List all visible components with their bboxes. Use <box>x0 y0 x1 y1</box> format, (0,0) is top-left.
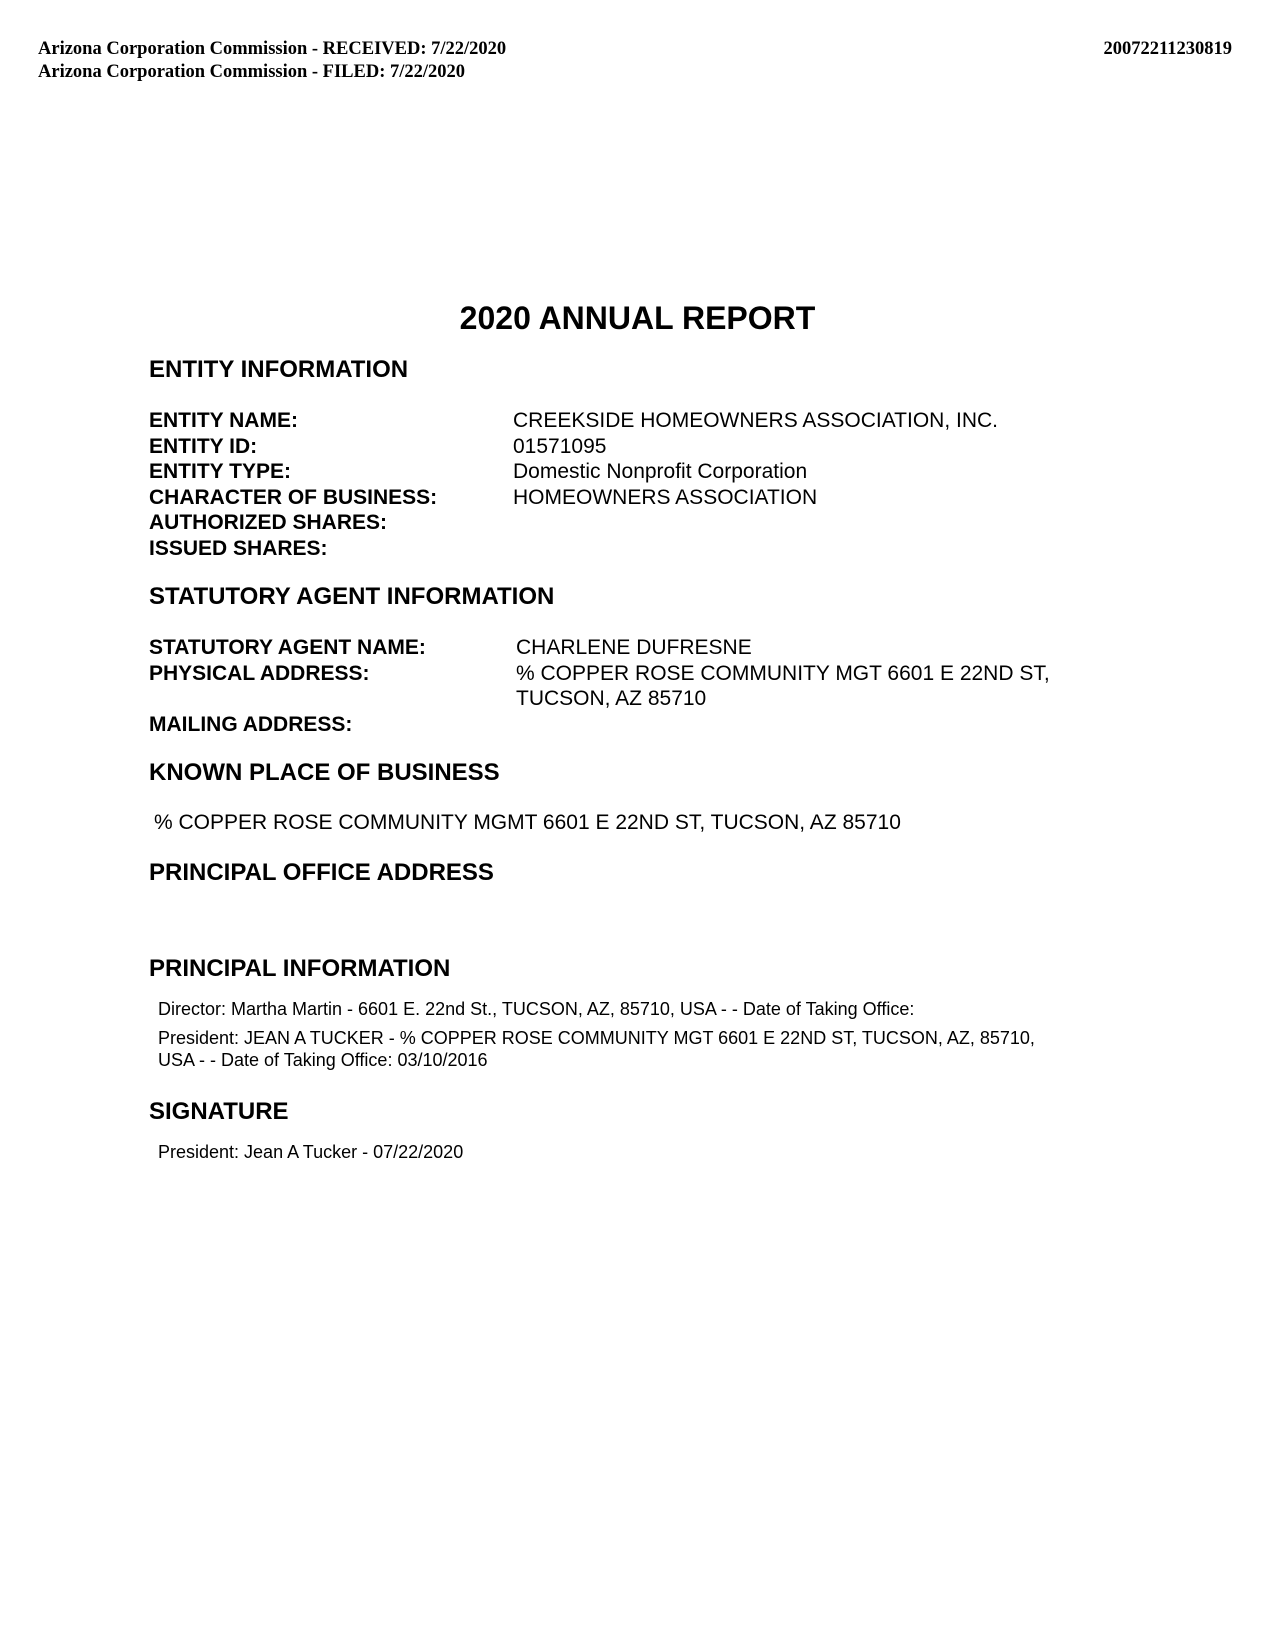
principal-information-heading: PRINCIPAL INFORMATION <box>149 955 451 982</box>
known-place-of-business-heading: KNOWN PLACE OF BUSINESS <box>149 759 500 786</box>
entity-id-value: 01571095 <box>513 434 607 458</box>
filed-stamp: Arizona Corporation Commission - FILED: 7/22/2020 <box>38 62 466 82</box>
statutory-agent-name-label: STATUTORY AGENT NAME: <box>149 636 426 659</box>
entity-id-label: ENTITY ID: <box>149 434 258 458</box>
report-title: 2020 ANNUAL REPORT <box>459 300 816 336</box>
principal-office-address-heading: PRINCIPAL OFFICE ADDRESS <box>149 859 494 886</box>
statutory-agent-heading: STATUTORY AGENT INFORMATION <box>149 583 555 610</box>
character-of-business-value: HOMEOWNERS ASSOCIATION <box>513 485 818 509</box>
statutory-agent-name-value: CHARLENE DUFRESNE <box>516 636 752 659</box>
president-entry-line2: USA - - Date of Taking Office: 03/10/2016 <box>158 1050 488 1070</box>
physical-address-label: PHYSICAL ADDRESS: <box>149 661 370 685</box>
received-stamp: Arizona Corporation Commission - RECEIVED: 7/22/2020 <box>38 39 507 59</box>
signature-heading: SIGNATURE <box>149 1098 289 1125</box>
physical-address-line1: % COPPER ROSE COMMUNITY MGT 6601 E 22ND ST, <box>516 661 1050 685</box>
character-of-business-label: CHARACTER OF BUSINESS: <box>149 485 438 509</box>
physical-address-line2: TUCSON, AZ 85710 <box>516 687 707 710</box>
director-entry: Director: Martha Martin - 6601 E. 22nd St., TUCSON, AZ, 85710, USA - - Date of Taking Office: <box>158 999 915 1019</box>
entity-information-heading: ENTITY INFORMATION <box>149 356 409 383</box>
document-number: 20072211230819 <box>1103 39 1232 59</box>
president-entry-line1: President: JEAN A TUCKER - % COPPER ROSE COMMUNITY MGT 6601 E 22ND ST, TUCSON, AZ, 85710, <box>158 1028 1035 1048</box>
entity-type-label: ENTITY TYPE: <box>149 460 291 483</box>
entity-name-value: CREEKSIDE HOMEOWNERS ASSOCIATION, INC. <box>513 409 999 432</box>
entity-type-value: Domestic Nonprofit Corporation <box>513 460 808 483</box>
authorized-shares-label: AUTHORIZED SHARES: <box>149 511 388 534</box>
known-place-of-business-address: % COPPER ROSE COMMUNITY MGMT 6601 E 22ND ST, TUCSON, AZ 85710 <box>154 811 901 834</box>
entity-name-label: ENTITY NAME: <box>149 409 298 432</box>
signature-entry: President: Jean A Tucker - 07/22/2020 <box>158 1142 464 1162</box>
mailing-address-label: MAILING ADDRESS: <box>149 712 353 736</box>
issued-shares-label: ISSUED SHARES: <box>149 536 328 560</box>
